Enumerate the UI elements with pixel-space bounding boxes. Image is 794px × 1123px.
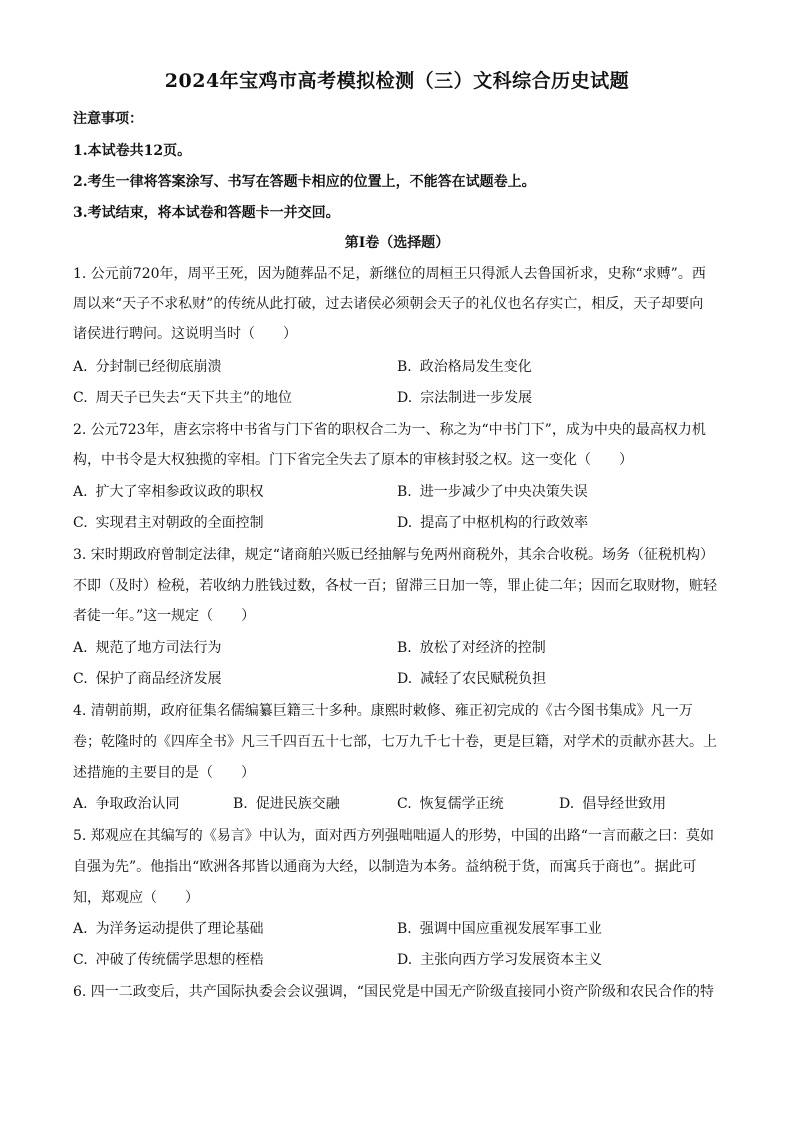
option-label: D. [397,515,413,531]
option-label: A. [73,484,88,500]
option-label: C. [73,390,88,406]
question-5-option-b [397,919,602,939]
option-text: 提高了中枢机构的行政效率 [420,515,589,531]
question-5-text-line: 自强为先”。他指出“欧洲各邦皆以通商为大经，以制造为本务。益纳税于货，而寓兵于商也”。据此可 [73,859,697,875]
notice-item: 2.考生一律将答案涂写、书写在答题卡相应的位置上，不能答在试题卷上。 [73,174,536,190]
question-2-text-line: 2. 公元723年，唐玄宗将中书省与门下省的职权合二为一、称之为“中书门下”，成为中央的最高权力机 [73,422,706,438]
option-label: D. [559,796,575,812]
option-label: B. [397,921,412,937]
option-text: 政治格局发生变化 [419,359,532,375]
option-text: 周天子已失去“天下共主”的地位 [95,390,292,406]
question-3-text-line: 不即（及时）检税，若收纳力胜钱过数，各杖一百；留滞三日加一等，罪止徒二年；因而乞取财物，赃轻 [73,578,717,594]
option-label: C. [73,671,88,687]
question-2-option-d [397,513,588,533]
question-1-option-a [73,357,222,377]
question-4-text-line: 述措施的主要目的是（ ） [73,765,255,781]
option-text: 倡导经世致用 [582,796,667,812]
question-1-text-line: 周以来“天子不求私财”的传统从此打破，过去诸侯必须朝会天子的礼仪也名存实亡，相反，天子却要向 [73,296,704,312]
option-text: 放松了对经济的控制 [419,640,546,656]
question-4-option-b [233,794,340,814]
option-label: A. [73,796,88,812]
question-5-text-line: 5. 郑观应在其编写的《易言》中认为，面对西方列强咄咄逼人的形势，中国的出路“一言而蔽之曰：莫如 [73,828,714,844]
option-label: C. [73,952,88,968]
question-2-option-a [73,482,264,502]
option-text: 强调中国应重视发展军事工业 [419,921,602,937]
question-3-option-b [397,638,546,658]
question-1-option-d [397,388,532,408]
question-2-text-line: 构，中书令是大权独揽的宰相。门下省完全失去了原本的审核封驳之权。这一变化（ ） [73,452,633,468]
question-5-option-a [73,919,264,939]
notice-item: 3.考试结束，将本试卷和答题卡一并交回。 [73,205,340,221]
option-text: 进一步减少了中央决策失误 [419,484,588,500]
option-text: 规范了地方司法行为 [95,640,222,656]
option-label: A. [73,921,88,937]
option-text: 扩大了宰相参政议政的职权 [95,484,264,500]
option-text: 主张向西方学习发展资本主义 [420,952,603,968]
option-label: D. [397,390,413,406]
option-text: 冲破了传统儒学思想的桎梏 [95,952,264,968]
option-label: B. [397,359,412,375]
question-3-text-line: 3. 宋时期政府曾制定法律，规定“诸商舶兴贩已经抽解与免两州商税外，其余合收税。场务（征税机构） [73,547,714,563]
question-4-option-a [73,794,180,814]
option-text: 实现君主对朝政的全面控制 [95,515,264,531]
question-4-option-d [559,794,666,814]
question-4-text-line: 4. 清朝前期，政府征集名儒编纂巨籍三十多种。康熙时敕修、雍正初完成的《古今图书集成》凡一万 [73,703,693,719]
option-text: 保护了商品经济发展 [95,671,222,687]
question-3-text-line: 者徒一年。”这一规定（ ） [73,608,256,624]
question-6-text-line: 6. 四一二政变后，共产国际执委会会议强调，“国民党是中国无产阶级直接同小资产阶级和农民合作的特 [73,984,714,1000]
question-2-option-b [397,482,588,502]
option-text: 为洋务运动提供了理论基础 [95,921,264,937]
notice-heading: 注意事项： [73,111,143,127]
question-5-text-line: 知，郑观应（ ） [73,890,199,906]
option-text: 争取政治认同 [95,796,180,812]
option-label: A. [73,359,88,375]
question-4-option-c [397,794,504,814]
option-label: B. [233,796,248,812]
option-label: C. [73,515,88,531]
option-text: 恢复儒学正统 [419,796,504,812]
notice-item: 1.本试卷共12页。 [73,143,192,159]
question-3-option-d [397,669,546,689]
page-title: 2024年宝鸡市高考模拟检测（三）文科综合历史试题 [164,70,630,92]
section-heading: 第Ⅰ卷（选择题） [344,235,450,251]
question-1-option-b [397,357,532,377]
question-4-text-line: 卷；乾隆时的《四库全书》凡三千四百五十七部，七万九千七十卷，更是巨籍，对学术的贡献亦甚大。上 [73,734,717,750]
question-5-option-d [397,950,602,970]
question-1-option-c [73,388,292,408]
option-text: 宗法制进一步发展 [420,390,533,406]
question-1-text-line: 1. 公元前720年，周平王死，因为随葬品不足，新继位的周桓王只得派人去鲁国祈求，史称“求赙”。西 [73,266,706,282]
option-label: D. [397,671,413,687]
question-2-option-c [73,513,264,533]
option-label: C. [397,796,412,812]
option-label: B. [397,640,412,656]
option-label: D. [397,952,413,968]
question-1-text-line: 诸侯进行聘问。这说明当时（ ） [73,326,297,342]
question-5-option-c [73,950,264,970]
question-3-option-a [73,638,222,658]
question-3-option-c [73,669,222,689]
option-text: 减轻了农民赋税负担 [420,671,547,687]
option-label: A. [73,640,88,656]
option-label: B. [397,484,412,500]
option-text: 分封制已经彻底崩溃 [95,359,222,375]
option-text: 促进民族交融 [255,796,340,812]
